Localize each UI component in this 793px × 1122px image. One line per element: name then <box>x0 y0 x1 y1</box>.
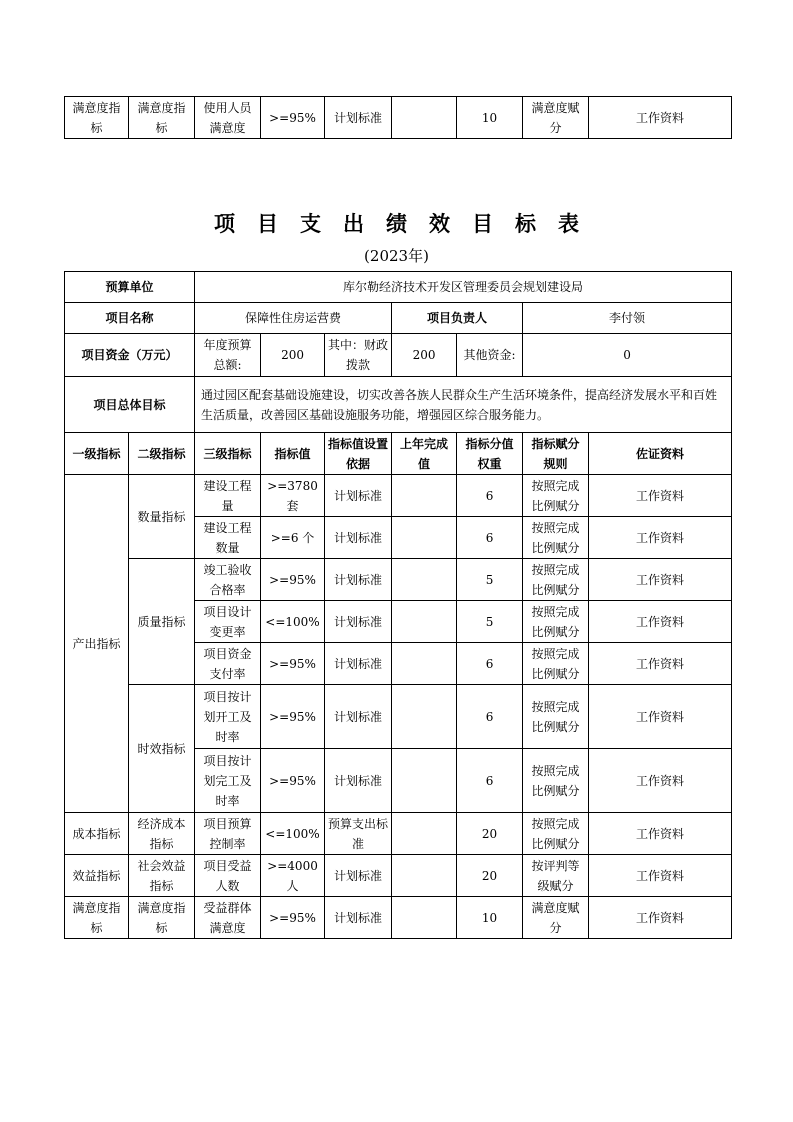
indicator-name: 竣工验收合格率 <box>195 559 261 601</box>
indicator-weight: 20 <box>457 813 523 855</box>
indicator-weight: 6 <box>457 475 523 517</box>
indicator-value: >=95% <box>261 685 325 749</box>
header-basis: 指标值设置依据 <box>325 433 392 475</box>
header-level3: 三级指标 <box>195 433 261 475</box>
indicator-last-year <box>392 813 457 855</box>
indicator-value: >=3780 套 <box>261 475 325 517</box>
indicator-name: 受益群体满意度 <box>195 897 261 939</box>
level1-output: 产出指标 <box>65 475 129 813</box>
indicator-last-year <box>392 517 457 559</box>
level2-quality: 质量指标 <box>129 559 195 685</box>
indicator-rule: 按照完成比例赋分 <box>523 749 589 813</box>
table-row <box>65 97 732 139</box>
indicator-rule: 按照完成比例赋分 <box>523 517 589 559</box>
indicator-basis: 计划标准 <box>325 559 392 601</box>
indicator-basis: 计划标准 <box>325 855 392 897</box>
indicator-value: >=6 个 <box>261 517 325 559</box>
indicator-evidence: 工作资料 <box>589 749 732 813</box>
indicator-value: >=95% <box>261 897 325 939</box>
indicator-name: 项目按计划开工及时率 <box>195 685 261 749</box>
level2-quantity: 数量指标 <box>129 475 195 559</box>
level2-econ-cost: 经济成本指标 <box>129 813 195 855</box>
level1-cost: 成本指标 <box>65 813 129 855</box>
indicator-evidence: 工作资料 <box>589 559 732 601</box>
indicator-name: 项目受益人数 <box>195 855 261 897</box>
funds-row <box>65 334 732 377</box>
funds-label: 项目资金（万元） <box>65 334 195 377</box>
indicator-weight: 6 <box>457 749 523 813</box>
indicator-last-year <box>392 643 457 685</box>
rule-cell: 满意度赋分 <box>523 97 589 139</box>
other-funds-label: 其他资金: <box>457 334 523 377</box>
header-level2: 二级指标 <box>129 433 195 475</box>
project-name-row <box>65 303 732 334</box>
indicator-evidence: 工作资料 <box>589 475 732 517</box>
indicator-value: >=95% <box>261 749 325 813</box>
header-value: 指标值 <box>261 433 325 475</box>
indicator-evidence: 工作资料 <box>589 813 732 855</box>
budget-unit-row <box>65 272 732 303</box>
indicator-name: 建设工程量 <box>195 475 261 517</box>
header-row <box>65 433 732 475</box>
indicator-basis: 预算支出标准 <box>325 813 392 855</box>
indicator-value: <=100% <box>261 601 325 643</box>
goal-label: 项目总体目标 <box>65 377 195 433</box>
indicator-rule: 按照完成比例赋分 <box>523 643 589 685</box>
owner-label: 项目负责人 <box>392 303 523 334</box>
indicator-rule: 按照完成比例赋分 <box>523 813 589 855</box>
indicator-evidence: 工作资料 <box>589 855 732 897</box>
indicator-value: >=95% <box>261 559 325 601</box>
indicator-name: 项目按计划完工及时率 <box>195 749 261 813</box>
indicator-evidence: 工作资料 <box>589 601 732 643</box>
indicator-rule: 按照完成比例赋分 <box>523 601 589 643</box>
indicator-evidence: 工作资料 <box>589 643 732 685</box>
year-subtitle: (2023年) <box>364 247 429 265</box>
indicator-value: >=4000 人 <box>261 855 325 897</box>
goal-row <box>65 377 732 433</box>
indicator-weight: 5 <box>457 559 523 601</box>
indicator-weight: 20 <box>457 855 523 897</box>
page-title: 项目支出绩效目标表 <box>214 212 601 236</box>
indicator-weight: 10 <box>457 897 523 939</box>
header-level1: 一级指标 <box>65 433 129 475</box>
indicator-weight: 6 <box>457 643 523 685</box>
indicator-rule: 按评判等级赋分 <box>523 855 589 897</box>
indicator-rule: 按照完成比例赋分 <box>523 475 589 517</box>
annual-budget-value: 200 <box>261 334 325 377</box>
table-row <box>65 475 732 517</box>
header-weight: 指标分值权重 <box>457 433 523 475</box>
other-funds-value: 0 <box>523 334 732 377</box>
value-cell: >=95% <box>261 97 325 139</box>
owner-value: 李付领 <box>523 303 732 334</box>
level2-cell: 满意度指标 <box>129 97 195 139</box>
evidence-cell: 工作资料 <box>589 97 732 139</box>
indicator-basis: 计划标准 <box>325 601 392 643</box>
last-year-cell <box>392 97 457 139</box>
table-row <box>65 897 732 939</box>
indicator-weight: 6 <box>457 685 523 749</box>
annual-budget-label: 年度预算总额: <box>195 334 261 377</box>
continued-indicator-table <box>64 96 732 139</box>
level1-cell: 满意度指标 <box>65 97 129 139</box>
indicator-basis: 计划标准 <box>325 475 392 517</box>
indicator-evidence: 工作资料 <box>589 897 732 939</box>
fiscal-value: 200 <box>392 334 457 377</box>
level3-cell: 使用人员满意度 <box>195 97 261 139</box>
performance-goal-table <box>64 271 732 939</box>
indicator-basis: 计划标准 <box>325 643 392 685</box>
indicator-last-year <box>392 749 457 813</box>
level2-social: 社会效益指标 <box>129 855 195 897</box>
indicator-last-year <box>392 685 457 749</box>
indicator-name: 项目资金支付率 <box>195 643 261 685</box>
level2-satisfaction: 满意度指标 <box>129 897 195 939</box>
basis-cell: 计划标准 <box>325 97 392 139</box>
level1-satisfaction: 满意度指标 <box>65 897 129 939</box>
header-rule: 指标赋分规则 <box>523 433 589 475</box>
budget-unit-label: 预算单位 <box>65 272 195 303</box>
indicator-name: 项目预算控制率 <box>195 813 261 855</box>
indicator-evidence: 工作资料 <box>589 517 732 559</box>
indicator-rule: 按照完成比例赋分 <box>523 559 589 601</box>
table-row <box>65 685 732 749</box>
indicator-basis: 计划标准 <box>325 897 392 939</box>
indicator-last-year <box>392 475 457 517</box>
level2-timeliness: 时效指标 <box>129 685 195 813</box>
indicator-rule: 满意度赋分 <box>523 897 589 939</box>
indicator-weight: 6 <box>457 517 523 559</box>
budget-unit-value: 库尔勒经济技术开发区管理委员会规划建设局 <box>195 272 732 303</box>
indicator-last-year <box>392 897 457 939</box>
level1-benefit: 效益指标 <box>65 855 129 897</box>
table-row <box>65 813 732 855</box>
indicator-value: >=95% <box>261 643 325 685</box>
table-row <box>65 559 732 601</box>
indicator-value: <=100% <box>261 813 325 855</box>
fiscal-label: 其中：财政拨款 <box>325 334 392 377</box>
project-name-label: 项目名称 <box>65 303 195 334</box>
header-last-year: 上年完成值 <box>392 433 457 475</box>
indicator-basis: 计划标准 <box>325 517 392 559</box>
indicator-last-year <box>392 601 457 643</box>
indicator-last-year <box>392 559 457 601</box>
header-evidence: 佐证资料 <box>589 433 732 475</box>
project-name-value: 保障性住房运营费 <box>195 303 392 334</box>
table-row <box>65 855 732 897</box>
indicator-evidence: 工作资料 <box>589 685 732 749</box>
indicator-rule: 按照完成比例赋分 <box>523 685 589 749</box>
weight-cell: 10 <box>457 97 523 139</box>
goal-text: 通过园区配套基础设施建设，切实改善各族人民群众生产生活环境条件，提高经济发展水平和百姓生活质量，改善园区基础设施服务功能，增强园区综合服务能力。 <box>195 377 732 433</box>
indicator-last-year <box>392 855 457 897</box>
indicator-basis: 计划标准 <box>325 749 392 813</box>
indicator-basis: 计划标准 <box>325 685 392 749</box>
indicator-name: 建设工程数量 <box>195 517 261 559</box>
indicator-weight: 5 <box>457 601 523 643</box>
indicator-name: 项目设计变更率 <box>195 601 261 643</box>
